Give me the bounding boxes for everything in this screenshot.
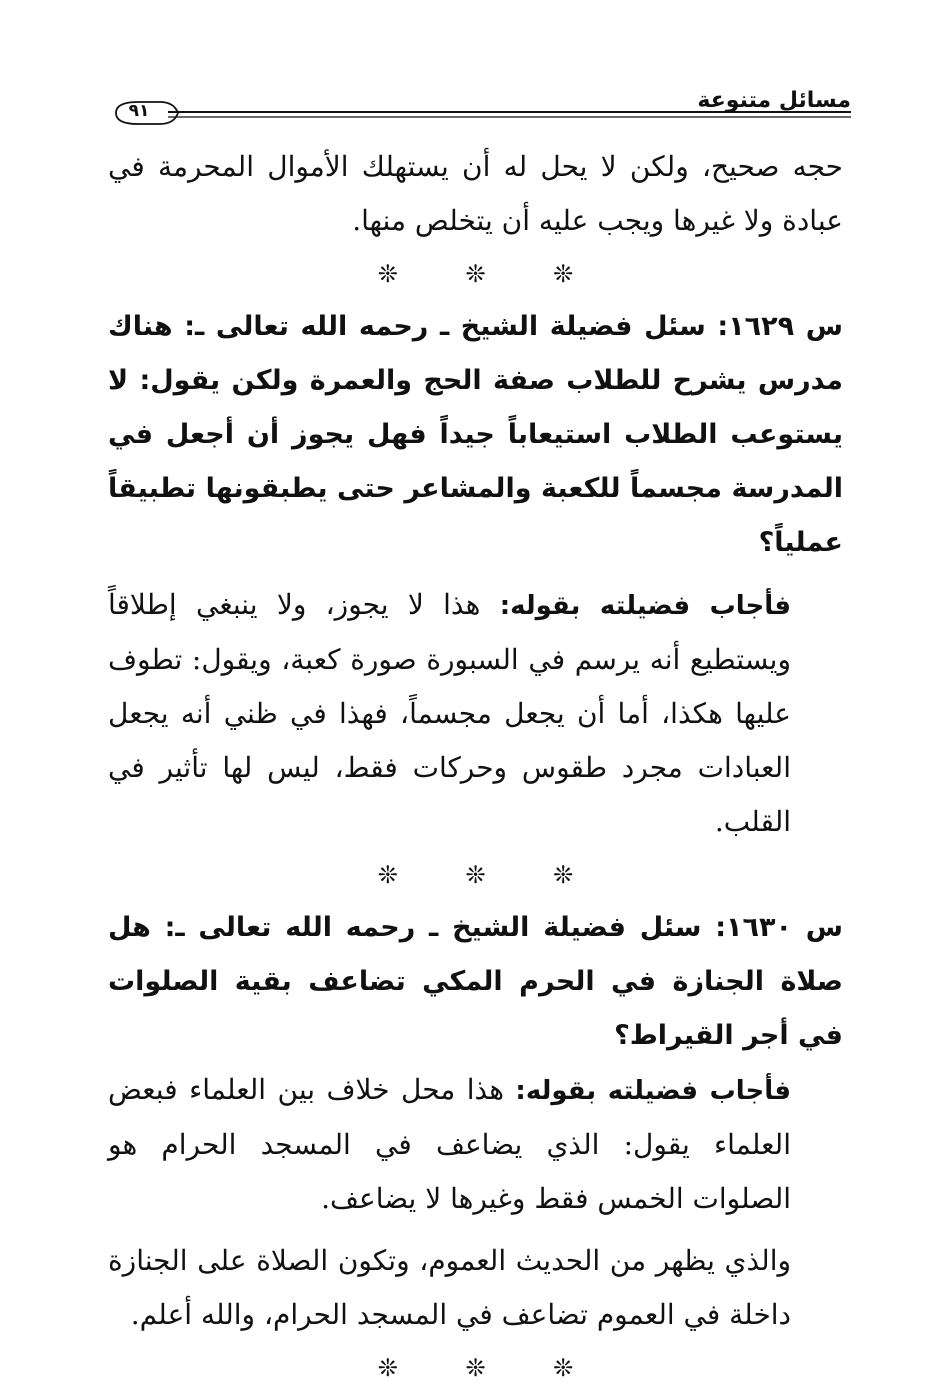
answer-1629 xyxy=(108,578,843,849)
question-text: سئل فضيلة الشيخ ـ رحمه الله تعالى ـ: هل صلاة الجنازة في الحرم المكي تضاعف بقية الصلوات في أجر القيراط؟ xyxy=(108,912,843,1051)
answer-text: هذا لا يجوز، ولا ينبغي إطلاقاً ويستطيع أنه يرسم في السبورة صورة كعبة، ويقول: تطوف عليها هكذا، أما أن يجعل مجسماً، فهذا في ظني أنه يجعل العبادات مجرد طقوس وحركات فقط، ليس لها تأثير في القلب. xyxy=(108,588,791,838)
section-separator: ❊ ❊ ❊ xyxy=(377,260,604,288)
page-body xyxy=(108,140,843,1394)
running-title: مسائل متنوعة xyxy=(697,88,851,113)
page-number: ٩١ xyxy=(128,101,150,121)
question-1630 xyxy=(108,901,843,1063)
answer-lead: فأجاب فضيلته بقوله: xyxy=(515,1076,791,1106)
section-separator: ❊ ❊ ❊ xyxy=(377,861,604,889)
question-number: س ١٦٢٩: xyxy=(717,311,843,342)
intro-paragraph: حجه صحيح، ولكن لا يحل له أن يستهلك الأموال المحرمة في عبادة ولا غيرها ويجب عليه أن يتخلص منها. xyxy=(108,150,843,237)
question-1629 xyxy=(108,300,843,570)
answer-1630 xyxy=(108,1063,843,1226)
page-header xyxy=(108,80,851,126)
answer-lead: فأجاب فضيلته بقوله: xyxy=(499,591,791,621)
answer-text: هذا محل خلاف بين العلماء فبعض العلماء يقول: الذي يضاعف في المسجد الحرام هو الصلوات الخمس فقط وغيرها لا يضاعف. xyxy=(108,1073,791,1215)
section-separator: ❊ ❊ ❊ xyxy=(377,1354,604,1382)
answer-1630-continuation: والذي يظهر من الحديث العموم، وتكون الصلاة على الجنازة داخلة في العموم تضاعف في المسجد الحرام، والله أعلم. xyxy=(108,1244,791,1331)
question-text: سئل فضيلة الشيخ ـ رحمه الله تعالى ـ: هناك مدرس يشرح للطلاب صفة الحج والعمرة ولكن يقول: لا يستوعب الطلاب استيعاباً جيداً فهل يجوز أن أجعل في المدرسة مجسماً للكعبة والمشاعر حتى يطبقونها تطبيقاً عملياً؟ xyxy=(108,311,843,558)
question-number: س ١٦٣٠: xyxy=(715,912,843,943)
